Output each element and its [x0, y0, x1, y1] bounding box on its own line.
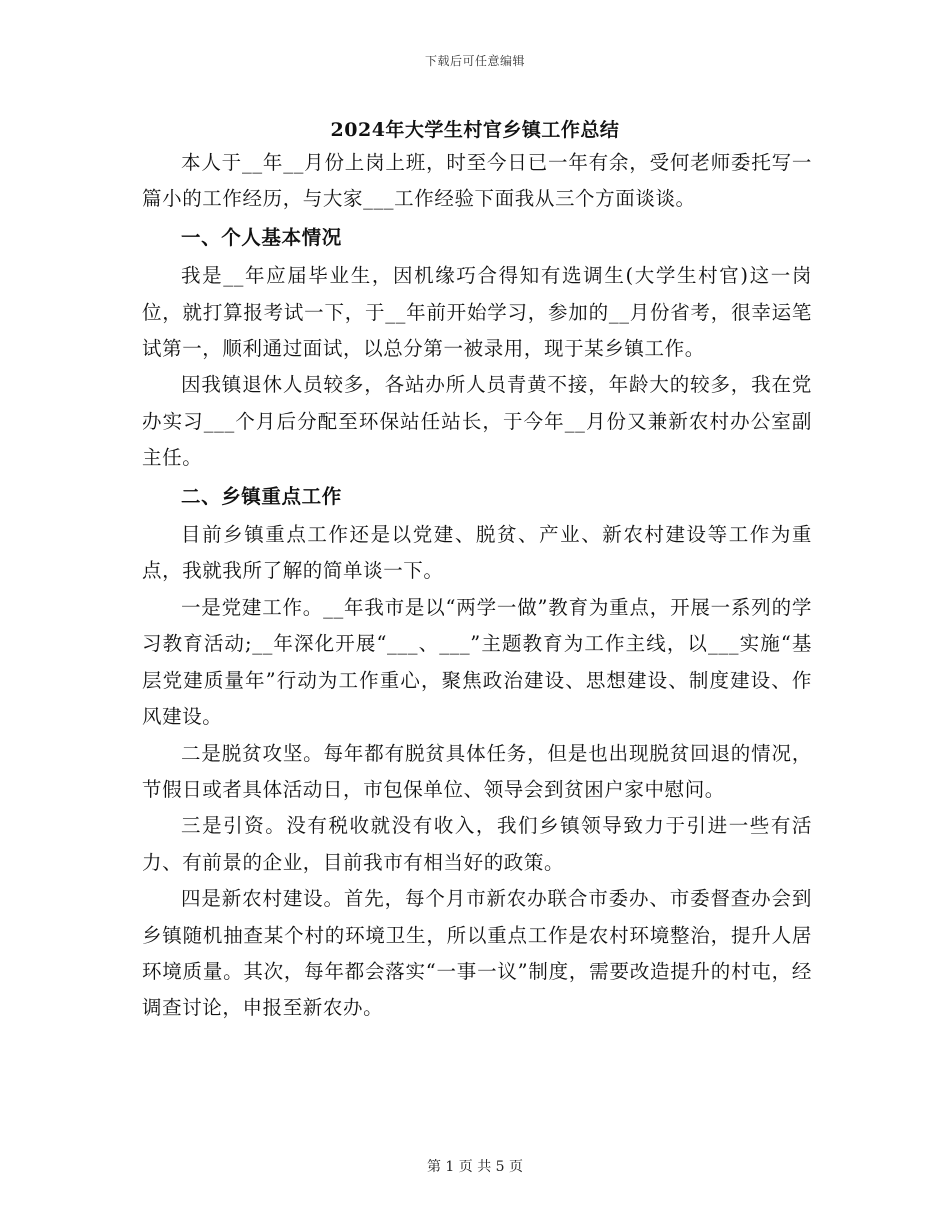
paragraph-background: 我是__年应届毕业生，因机缘巧合得知有选调生(大学生村官)这一岗位，就打算报考试一下，于__年前开始学习，参加的__月份省考，很幸运笔试第一，顺利通过面试，以总分第一被录用，现于某乡镇工作。 — [142, 264, 812, 361]
paragraph-key-work-overview: 目前乡镇重点工作还是以党建、脱贫、产业、新农村建设等工作为重点，我就我所了解的简单谈一下。 — [142, 523, 812, 583]
paragraph-party-building: 一是党建工作。__年我市是以“两学一做”教育为重点，开展一系列的学习教育活动;__年深化开展“___、___”主题教育为工作主线，以___实施“基层党建质量年”行动为工作重心，聚焦政治建设、思想建设、制度建设、作风建设。 — [142, 595, 812, 729]
document-title: 2024年大学生村官乡镇工作总结 — [330, 119, 620, 141]
download-note: 下载后可任意编辑 — [424, 54, 525, 68]
paragraph-investment: 三是引资。没有税收就没有收入，我们乡镇领导致力于引进一些有活力、有前景的企业，目前我市有相当好的政策。 — [142, 814, 812, 874]
paragraph-new-countryside: 四是新农村建设。首先，每个月市新农办联合市委办、市委督查办会到乡镇随机抽查某个村的环境卫生，所以重点工作是农村环境整治，提升人居环境质量。其次，每年都会落实“一事一议”制度，需要改造提升的村屯，经调查讨论，申报至新农办。 — [142, 887, 812, 1020]
section-heading-basic-info: 一、个人基本情况 — [181, 225, 342, 249]
page-number: 第 1 页 共 5 页 — [426, 1159, 524, 1175]
paragraph-poverty-alleviation: 二是脱贫攻坚。每年都有脱贫具体任务，但是也出现脱贫回退的情况，节假日或者具体活动日，市包保单位、领导会到贫困户家中慰问。 — [142, 741, 812, 801]
paragraph-assignment: 因我镇退休人员较多，各站办所人员青黄不接，年龄大的较多，我在党办实习___个月后分配至环保站任站长，于今年__月份又兼新农村办公室副主任。 — [142, 373, 812, 470]
section-heading-key-work: 二、乡镇重点工作 — [181, 484, 342, 508]
intro-paragraph: 本人于__年__月份上岗上班，时至今日已一年有余，受何老师委托写一篇小的工作经历，与大家___工作经验下面我从三个方面谈谈。 — [142, 151, 812, 211]
document-body — [142, 145, 812, 1027]
